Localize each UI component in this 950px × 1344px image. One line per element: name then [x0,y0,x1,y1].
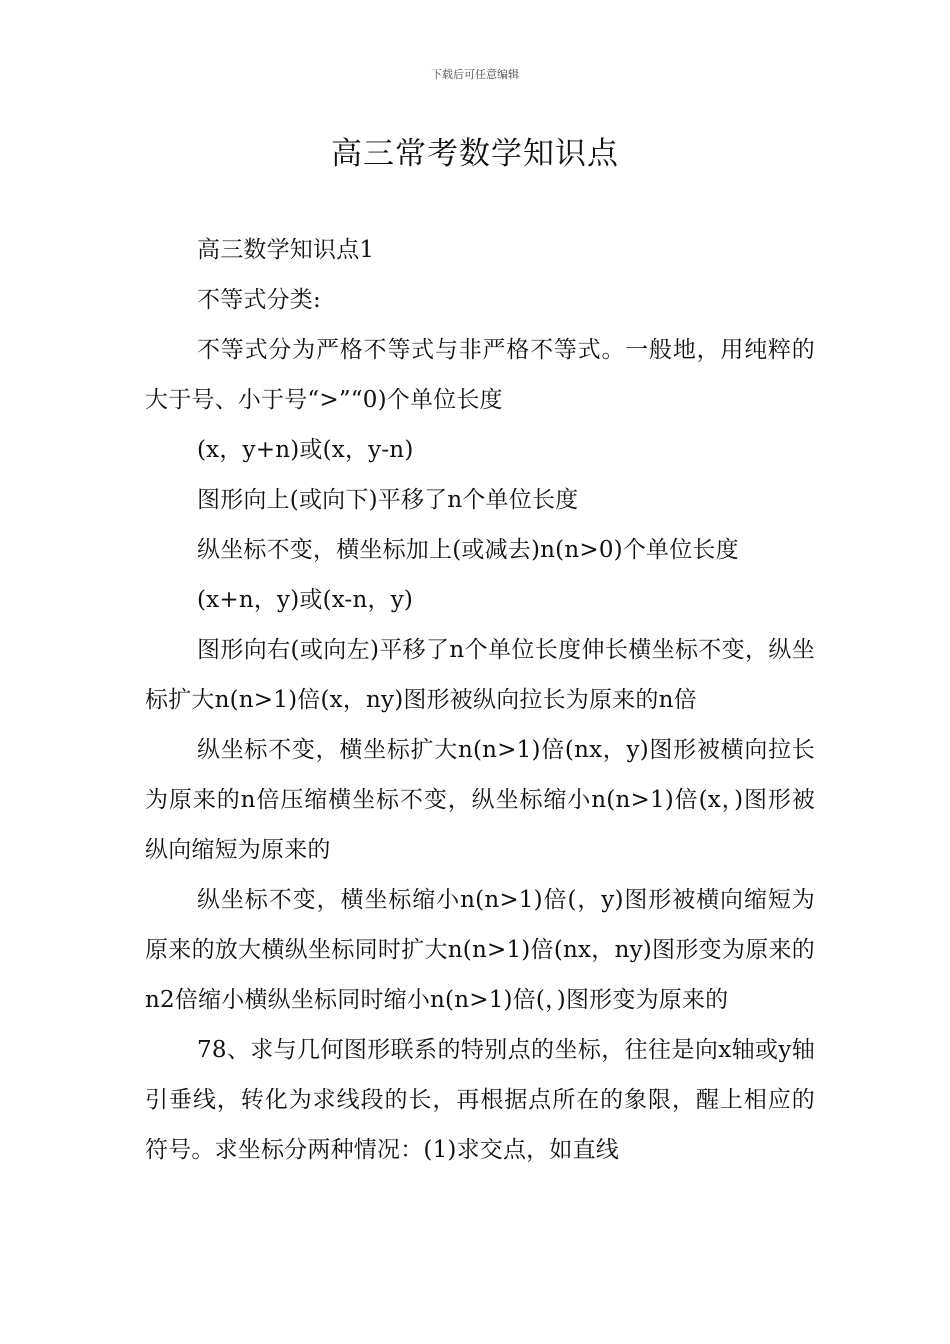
paragraph: 图形向上(或向下)平移了n个单位长度 [197,487,579,513]
paragraph: (x+n，y)或(x-n，y) [197,587,414,613]
document-body [145,225,815,1175]
paragraph: 纵坐标不变，横坐标加上(或减去)n(n>0)个单位长度 [197,537,739,563]
paragraph: 78、求与几何图形联系的特别点的坐标，往往是向x轴或y轴引垂线，转化为求线段的长，再根据点所在的象限，醒上相应的符号。求坐标分两种情况：(1)求交点，如直线 [145,1037,815,1163]
section-heading: 高三数学知识点1 [197,237,375,263]
document-title: 高三常考数学知识点 [331,136,619,172]
paragraph: 不等式分为严格不等式与非严格不等式。一般地，用纯粹的大于号、小于号“>”“0)个单位长度 [145,337,815,413]
paragraph: 纵坐标不变，横坐标缩小n(n>1)倍(，y)图形被横向缩短为原来的放大横纵坐标同时扩大n(n>1)倍(nx，ny)图形变为原来的n2倍缩小横纵坐标同时缩小n(n>1)倍(，)图形变为原来的 [145,887,815,1013]
page-header-note: 下载后可任意编辑 [431,68,519,81]
paragraph: 图形向右(或向左)平移了n个单位长度伸长横坐标不变，纵坐标扩大n(n>1)倍(x，ny)图形被纵向拉长为原来的n倍 [145,637,815,713]
paragraph: 不等式分类: [197,287,321,313]
paragraph: 纵坐标不变，横坐标扩大n(n>1)倍(nx，y)图形被横向拉长为原来的n倍压缩横坐标不变，纵坐标缩小n(n>1)倍(x，)图形被纵向缩短为原来的 [145,737,815,863]
paragraph: (x，y+n)或(x，y-n) [197,437,414,463]
